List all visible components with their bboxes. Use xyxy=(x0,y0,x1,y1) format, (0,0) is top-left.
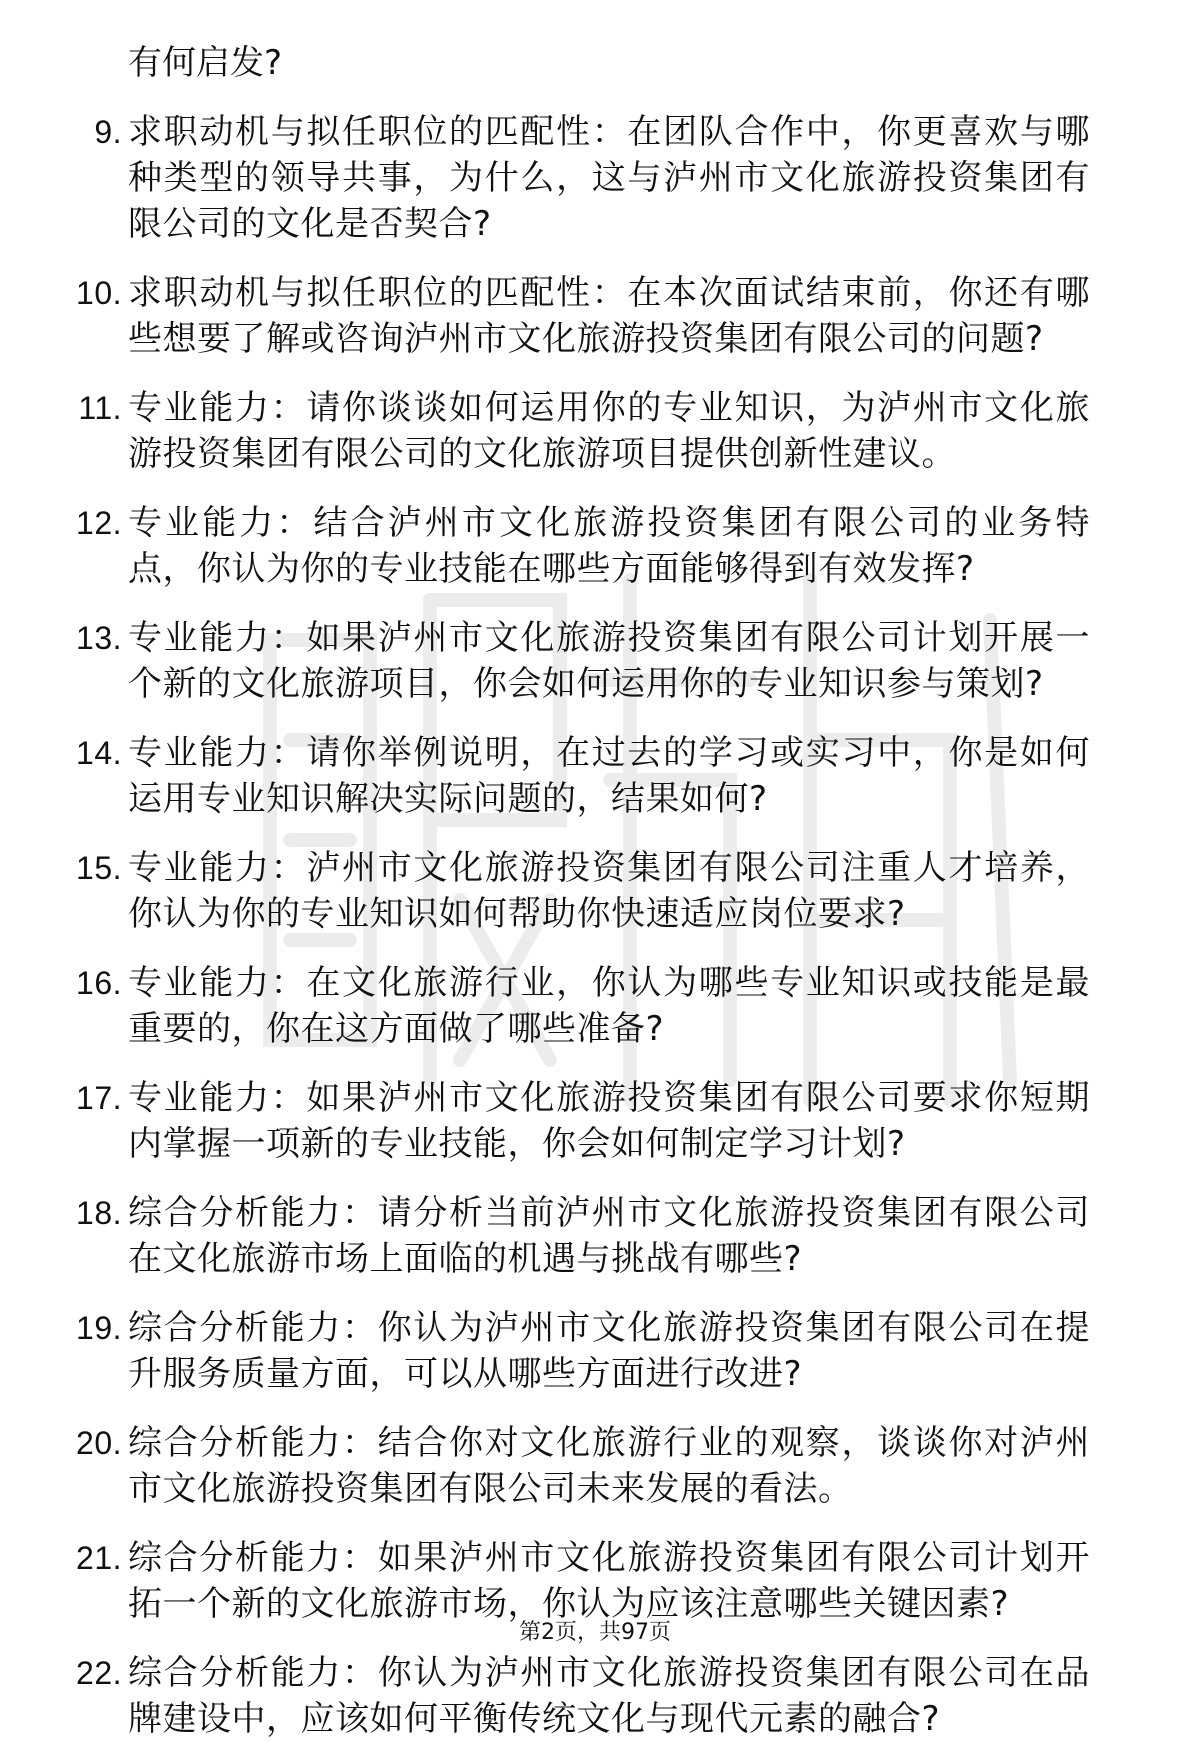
question-text: 专业能力：泸州市文化旅游投资集团有限公司注重人才培养，你认为你的专业知识如何帮助你快速适应岗位要求? xyxy=(128,848,1090,934)
list-item xyxy=(0,1535,1090,1627)
page-footer xyxy=(0,1618,1190,1648)
list-item xyxy=(0,615,1090,707)
question-text: 专业能力：结合泸州市文化旅游投资集团有限公司的业务特点，你认为你的专业技能在哪些方面能够得到有效发挥? xyxy=(128,503,1090,589)
question-number: 13. xyxy=(76,620,122,656)
question-text: 求职动机与拟任职位的匹配性：在团队合作中，你更喜欢与哪种类型的领导共事，为什么，这与泸州市文化旅游投资集团有限公司的文化是否契合? xyxy=(128,112,1090,244)
question-number: 18. xyxy=(76,1195,122,1231)
question-text: 专业能力：请你谈谈如何运用你的专业知识，为泸州市文化旅游投资集团有限公司的文化旅游项目提供创新性建议。 xyxy=(128,388,1090,474)
list-item xyxy=(0,730,1090,822)
question-number: 12. xyxy=(76,505,122,541)
question-text: 综合分析能力：如果泸州市文化旅游投资集团有限公司计划开拓一个新的文化旅游市场，你认为应该注意哪些关键因素? xyxy=(128,1538,1090,1624)
page-indicator: 第2页，共97页 xyxy=(519,1620,671,1645)
list-item xyxy=(0,500,1090,592)
list-item xyxy=(0,385,1090,477)
question-list xyxy=(0,109,1190,1742)
continuation-text: 有何启发? xyxy=(128,43,283,83)
list-item xyxy=(0,1420,1090,1512)
question-text: 综合分析能力：结合你对文化旅游行业的观察，谈谈你对泸州市文化旅游投资集团有限公司未来发展的看法。 xyxy=(128,1423,1090,1509)
question-number: 15. xyxy=(76,850,122,886)
question-number: 17. xyxy=(76,1080,122,1116)
question-number: 9. xyxy=(94,114,122,150)
list-item xyxy=(0,1190,1090,1282)
question-number: 11. xyxy=(78,390,122,426)
question-number: 20. xyxy=(76,1425,122,1461)
question-number: 14. xyxy=(76,735,122,771)
list-item xyxy=(0,1650,1090,1742)
question-number: 22. xyxy=(76,1655,122,1691)
question-number: 16. xyxy=(76,965,122,1001)
question-number: 21. xyxy=(76,1540,122,1576)
question-text: 专业能力：如果泸州市文化旅游投资集团有限公司要求你短期内掌握一项新的专业技能，你会如何制定学习计划? xyxy=(128,1078,1090,1164)
list-item xyxy=(0,845,1090,937)
question-number: 19. xyxy=(76,1310,122,1346)
list-item xyxy=(0,109,1090,247)
question-content xyxy=(0,40,1190,1742)
question-text: 综合分析能力：请分析当前泸州市文化旅游投资集团有限公司在文化旅游市场上面临的机遇与挑战有哪些? xyxy=(128,1193,1090,1279)
question-text: 专业能力：如果泸州市文化旅游投资集团有限公司计划开展一个新的文化旅游项目，你会如何运用你的专业知识参与策划? xyxy=(128,618,1090,704)
question-text: 专业能力：在文化旅游行业，你认为哪些专业知识或技能是最重要的，你在这方面做了哪些准备? xyxy=(128,963,1090,1049)
list-item xyxy=(0,1075,1090,1167)
list-item xyxy=(0,1305,1090,1397)
question-text: 综合分析能力：你认为泸州市文化旅游投资集团有限公司在品牌建设中，应该如何平衡传统文化与现代元素的融合? xyxy=(128,1653,1090,1739)
list-item xyxy=(0,270,1090,362)
question-text: 求职动机与拟任职位的匹配性：在本次面试结束前，你还有哪些想要了解或咨询泸州市文化旅游投资集团有限公司的问题? xyxy=(128,273,1090,359)
list-item xyxy=(0,960,1090,1052)
question-number: 10. xyxy=(76,275,122,311)
question-text: 专业能力：请你举例说明，在过去的学习或实习中，你是如何运用专业知识解决实际问题的，结果如何? xyxy=(128,733,1090,819)
question-text: 综合分析能力：你认为泸州市文化旅游投资集团有限公司在提升服务质量方面，可以从哪些方面进行改进? xyxy=(128,1308,1090,1394)
